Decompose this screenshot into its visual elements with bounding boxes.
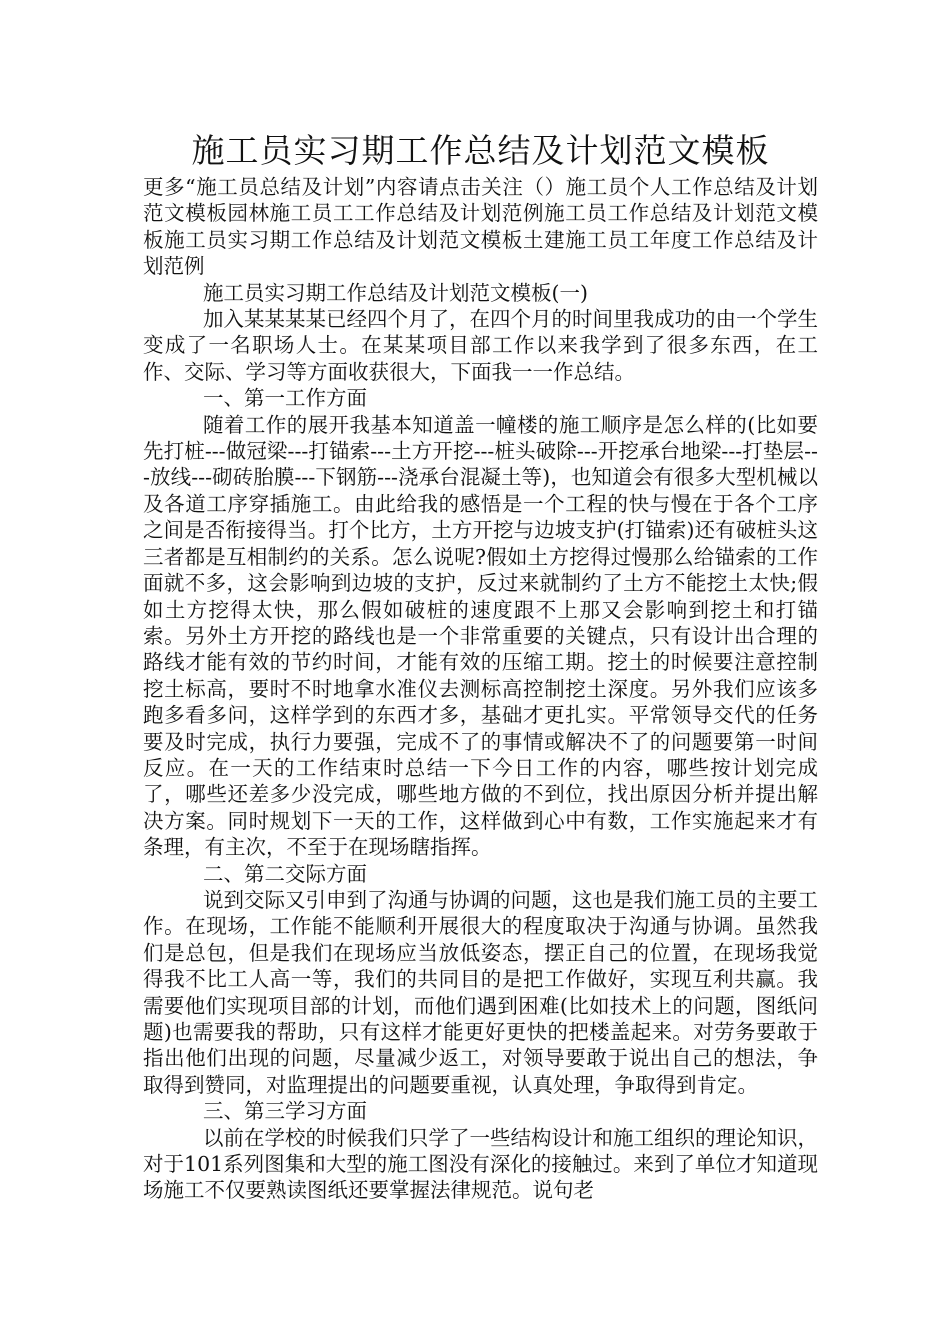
document-subtitle: 施工员实习期工作总结及计划范文模板(一) [203, 280, 588, 305]
section-heading-communication: 二、第二交际方面 [203, 861, 367, 886]
opening-paragraph: 加入某某某某已经四个月了，在四个月的时间里我成功的由一个学生变成了一名职场人士。在某某项目部工作以来我学到了很多东西，在工作、交际、学习等方面收获很大，下面我一一作总结。 [143, 307, 818, 384]
intro-paragraph: 更多“施工员总结及计划”内容请点击关注（）施工员个人工作总结及计划范文模板园林施工员工工作总结及计划范例施工员工作总结及计划范文模板施工员实习期工作总结及计划范文模板土建施工员工年度工作总结及计划范例 [143, 175, 818, 279]
section-body-communication: 说到交际又引申到了沟通与协调的问题，这也是我们施工员的主要工作。在现场，工作能不能顺利开展很大的程度取决于沟通与协调。虽然我们是总包，但是我们在现场应当放低姿态，摆正自己的位置，在现场我觉得我不比工人高一等，我们的共同目的是把工作做好，实现互利共赢。我需要他们实现项目部的计划，而他们遇到困难(比如技术上的问题，图纸问题)也需要我的帮助，只有这样才能更好更快的把楼盖起来。对劳务要敢于指出他们出现的问题，尽量减少返工，对领导要敢于说出自己的想法，争取得到赞同，对监理提出的问题要重视，认真处理，争取得到肯定。 [143, 887, 818, 1097]
section-body-work: 随着工作的展开我基本知道盖一幢楼的施工顺序是怎么样的(比如要先打桩---做冠梁---打锚索---土方开挖---桩头破除---开挖承台地梁---打垫层---放线---砌砖胎膜---下钢筋---浇承台混凝土等)，也知道会有很多大型机械以及各道工序穿插施工。由此给我的感悟是一个工程的快与慢在于各个工序之间是否衔接得当。打个比方，土方开挖与边坡支护(打锚索)还有破桩头这三者都是互相制约的关系。怎么说呢?假如土方挖得过慢那么给锚索的工作面就不多，这会影响到边坡的支护，反过来就制约了土方不能挖土太快;假如土方挖得太快，那么假如破桩的速度跟不上那又会影响到挖土和打锚索。另外土方开挖的路线也是一个非常重要的关键点，只有设计出合理的路线才能有效的节约时间，才能有效的压缩工期。挖土的时候要注意控制挖土标高，要时不时地拿水准仪去测标高控制挖土深度。另外我们应该多跑多看多问，这样学到的东西才多，基础才更扎实。平常领导交代的任务要及时完成，执行力要强，完成不了的事情或解决不了的问题要第一时间反应。在一天的工作结束时总结一下今日工作的内容，哪些按计划完成了，哪些还差多少没完成，哪些地方做的不到位，找出原因分析并提出解决方案。同时规划下一天的工作，这样做到心中有数，工作实施起来才有条理，有主次，不至于在现场瞎指挥。 [143, 412, 818, 860]
section-heading-work: 一、第一工作方面 [203, 386, 367, 411]
document-title: 施工员实习期工作总结及计划范文模板 [191, 131, 770, 170]
document-page [143, 128, 818, 1204]
section-body-study: 以前在学校的时候我们只学了一些结构设计和施工组织的理论知识，对于101系列图集和大型的施工图没有深化的接触过。来到了单位才知道现场施工不仅要熟读图纸还要掌握法律规范。说句老 [143, 1125, 818, 1203]
section-heading-study: 三、第三学习方面 [203, 1099, 367, 1124]
